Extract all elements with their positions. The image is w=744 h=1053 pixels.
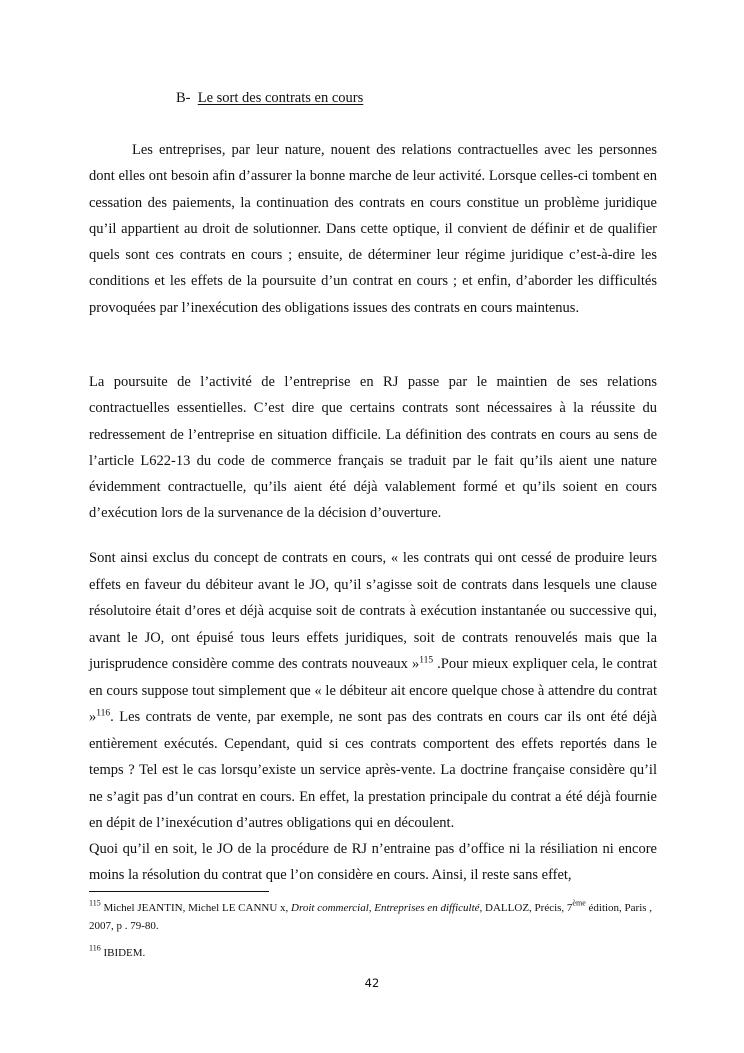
footnote-separator bbox=[89, 891, 269, 892]
section-title: Le sort des contrats en cours bbox=[197, 90, 364, 106]
footnote-116 bbox=[89, 944, 657, 962]
footnote-text: Michel JEANTIN, Michel LE CANNU x, bbox=[100, 902, 292, 914]
footnote-text: édition, Paris , 2007, p . 79-80. bbox=[89, 902, 653, 932]
paragraph-4: Quoi qu’il en soit, le JO de la procédure de RJ n’entraine pas d’office ni la résiliation ni encore moins la résolution du contrat que l’on considère en cours. Ainsi, il reste sans effet, bbox=[89, 841, 657, 884]
footnote-text: , DALLOZ, Précis, 7 bbox=[479, 902, 573, 914]
footnote-ref-115: 115 bbox=[419, 655, 434, 666]
paragraph-1: Les entreprises, par leur nature, nouent des relations contractuelles avec les personnes dont elles ont besoin afin d’assurer la bonne marche de leur activité. Lorsque celles-ci tombent en cessation des paiements, la continuation des contrats en cours constitue un problème juridique qu’il appartient au droit de solutionner. Dans cette optique, il convient de définir et de qualifier quels sont ces contrats en cours ; ensuite, de déterminer leur régime juridique c’est-à-dire les conditions et les effets de la poursuite d’un contrat en cours ; et enfin, d’aborder les difficultés provoquées par l’inexécution des obligations issues des contrats en cours maintenus. bbox=[89, 142, 657, 316]
paragraph-3 bbox=[89, 545, 657, 837]
footnote-number: 115 bbox=[89, 898, 101, 908]
paragraph-3-part3: . Les contrats de vente, par exemple, ne sont pas des contrats en cours car ils ont été déjà entièrement exécutés. Cependant, quid si ces contrats comportent des effets reportés dans le temps ? Tel est le cas lorsqu’existe un service après-vente. La doctrine française considère qu’il ne s’agit pas d’un contrat en cours. En effet, la prestation principale du contrat a été déjà fournie en dépit de l’inexécution d’autres obligations qui en découlent. bbox=[89, 709, 657, 831]
footnote-number: 116 bbox=[89, 943, 101, 953]
footnote-ref-116: 116 bbox=[96, 708, 111, 719]
footnote-superscript: ème bbox=[572, 898, 586, 908]
paragraph-3-part2: .Pour mieux expliquer cela, le contrat en cours suppose tout simplement que « le débiteur ait encore quelque chose à attendre du contrat » bbox=[89, 656, 657, 725]
section-prefix: B- bbox=[176, 90, 191, 106]
paragraph-2: La poursuite de l’activité de l’entreprise en RJ passe par le maintien de ses relations contractuelles essentielles. C’est dire que certains contrats sont nécessaires à la réussite du redressement de l’entreprise en situation difficile. La définition des contrats en cours au sens de l’article L622-13 du code de commerce français se traduit par le fait qu’ils aient une nature évidemment contractuelle, qu’ils aient été déjà valablement formé et qu’ils soient en cours d’exécution lors de la survenance de la décision d’ouverture. bbox=[89, 374, 657, 522]
page-number: 42 bbox=[364, 976, 380, 990]
paragraph-3-part1: Sont ainsi exclus du concept de contrats en cours, « les contrats qui ont cessé de produire leurs effets en faveur du débiteur avant le JO, qu’il s’agisse soit de contrats dans lesquels une clause résolutoire était d’ores et déjà acquise soit de contrats à exécution instantanée ou successive qui, avant le JO, ont épuisé tous leurs effets juridiques, soit de contrats renouvelés mais que la jurisprudence considère comme des contrats nouveaux » bbox=[89, 550, 657, 672]
footnote-text: IBIDEM. bbox=[100, 947, 146, 959]
footnote-115 bbox=[89, 899, 657, 935]
footnote-book-title: Droit commercial, Entreprises en difficulté bbox=[291, 902, 480, 914]
section-heading bbox=[176, 88, 363, 108]
